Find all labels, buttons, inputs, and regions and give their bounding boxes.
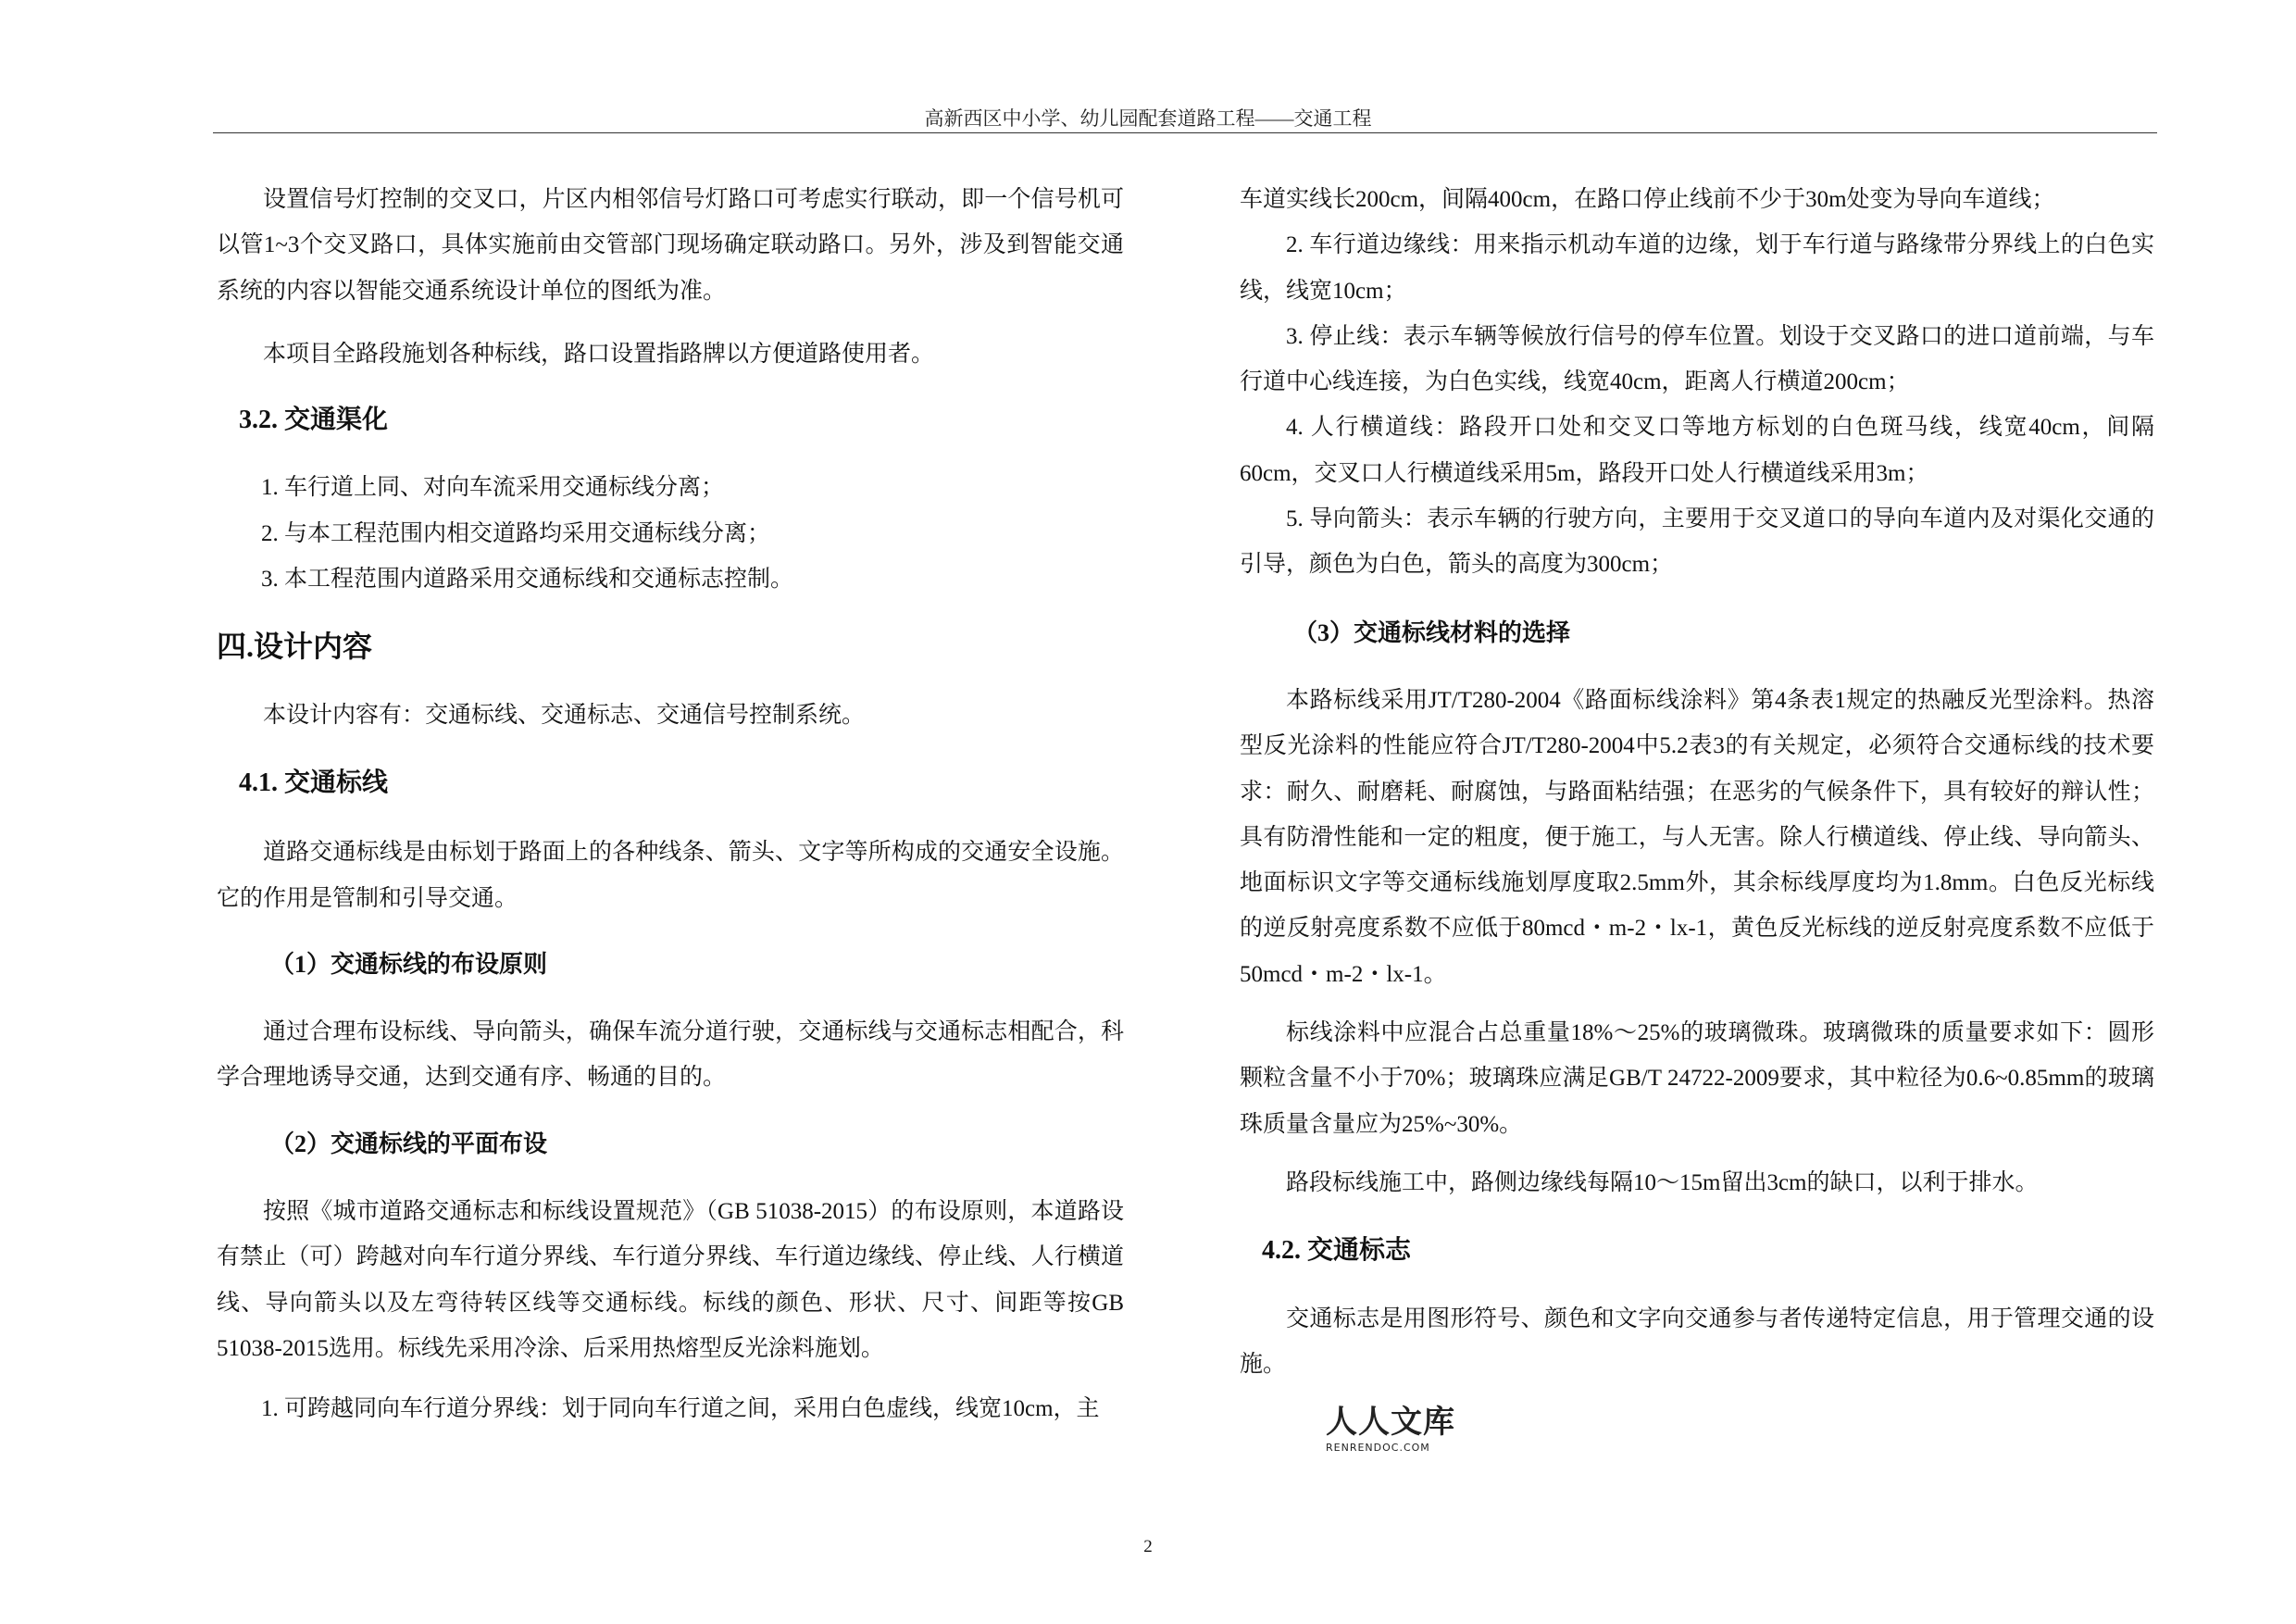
list-item: 1. 车行道上同、对向车流采用交通标线分离； [261, 475, 725, 501]
list-item: 2. 与本工程范围内相交道路均采用交通标线分离； [261, 520, 771, 546]
chapter-heading-4: 四.设计内容 [217, 630, 373, 664]
list-item: 2. 车行道边缘线：用来指示机动车道的边缘，划于车行道与路缘带分界线上的白色实线，线宽10cm； [1240, 232, 2154, 304]
watermark-sub: RENRENDOC.COM [1326, 1442, 1430, 1454]
paragraph: 交通标志是用图形符号、颜色和文字向交通参与者传递特定信息，用于管理交通的设施。 [1240, 1305, 2154, 1377]
header-rule [213, 132, 2157, 133]
page-header: 高新西区中小学、幼儿园配套道路工程——交通工程 [924, 107, 1372, 130]
watermark-title: 人人文库 [1326, 1405, 1455, 1440]
paragraph: 本设计内容有：交通标线、交通标志、交通信号控制系统。 [263, 702, 866, 728]
list-item: 3. 本工程范围内道路采用交通标线和交通标志控制。 [261, 567, 794, 593]
paragraph: 设置信号灯控制的交叉口，片区内相邻信号灯路口可考虑实行联动，即一个信号机可以管1~3个交叉路口，具体实施前由交管部门现场确定联动路口。另外，涉及到智能交通系统的内容以智能交通系统设计单位的图纸为准。 [217, 187, 1124, 304]
left-column [217, 177, 1124, 1432]
list-item: 4. 人行横道线：路段开口处和交叉口等地方标划的白色斑马线，线宽40cm，间隔60cm，交叉口人行横道线采用5m，路段开口处人行横道线采用3m； [1240, 415, 2154, 486]
paragraph: 本路标线采用JT/T280-2004《路面标线涂料》第4条表1规定的热融反光型涂料。热溶型反光涂料的性能应符合JT/T280-2004中5.2表3的有关规定，必须符合交通标线的技术要求：耐久、耐磨耗、耐腐蚀，与路面粘结强；在恶劣的气候条件下，具有较好的辩认性；具有防滑性能和一定的粗度，便于施工，与人无害。除人行横道线、停止线、导向箭头、地面标识文字等交通标线施划厚度取2.5mm外，其余标线厚度均为1.8mm。白色反光标线的逆反射亮度系数不应低于80mcd・m-2・lx-1，黄色反光标线的逆反射亮度系数不应低于50mcd・m-2・lx-1。 [1240, 687, 2154, 987]
paragraph: 路段标线施工中，路侧边缘线每隔10～15m留出3cm的缺口，以利于排水。 [1286, 1169, 2039, 1195]
right-column [1240, 177, 2154, 1387]
paragraph: 本项目全路段施划各种标线，路口设置指路牌以方便道路使用者。 [263, 341, 935, 367]
subheading-2: （2）交通标线的平面布设 [270, 1130, 548, 1157]
paragraph: 按照《城市道路交通标志和标线设置规范》（GB 51038-2015）的布设原则，本道路设有禁止（可）跨越对向车行道分界线、车行道分界线、车行道边缘线、停止线、人行横道线、导向箭头以及左弯待转区线等交通标线。标线的颜色、形状、尺寸、间距等按GB 51038-2015选用。标线先采用冷涂、后采用热熔型反光涂料施划。 [217, 1199, 1124, 1361]
paragraph: 通过合理布设标线、导向箭头，确保车流分道行驶，交通标线与交通标志相配合，科学合理地诱导交通，达到交通有序、畅通的目的。 [217, 1019, 1124, 1091]
subheading-1: （1）交通标线的布设原则 [270, 950, 548, 978]
section-heading-4-1: 4.1. 交通标线 [239, 768, 389, 797]
subheading-3: （3）交通标线材料的选择 [1293, 618, 1571, 646]
paragraph: 标线涂料中应混合占总重量18%～25%的玻璃微珠。玻璃微珠的质量要求如下：圆形颗粒含量不小于70%；玻璃珠应满足GB/T 24722-2009要求，其中粒径为0.6~0.85mm的玻璃珠质量含量应为25%~30%。 [1240, 1020, 2154, 1137]
list-item: 1. 可跨越同向车行道分界线：划于同向车行道之间，采用白色虚线，线宽10cm，主 [261, 1396, 1100, 1422]
paragraph-continuation: 车道实线长200cm，间隔400cm，在路口停止线前不少于30m处变为导向车道线； [1240, 187, 2055, 212]
section-heading-4-2: 4.2. 交通标志 [1262, 1236, 1412, 1266]
page-number: 2 [1143, 1537, 1153, 1556]
list-item: 5. 导向箭头：表示车辆的行驶方向，主要用于交叉道口的导向车道内及对渠化交通的引导，颜色为白色，箭头的高度为300cm； [1240, 506, 2154, 578]
section-heading-3-2: 3.2. 交通渠化 [239, 406, 389, 435]
paragraph: 道路交通标线是由标划于路面上的各种线条、箭头、文字等所构成的交通安全设施。它的作用是管制和引导交通。 [217, 840, 1124, 911]
list-item: 3. 停止线：表示车辆等候放行信号的停车位置。划设于交叉路口的进口道前端，与车行道中心线连接，为白色实线，线宽40cm，距离人行横道200cm； [1240, 323, 2154, 395]
watermark-logo [1326, 1407, 1455, 1453]
